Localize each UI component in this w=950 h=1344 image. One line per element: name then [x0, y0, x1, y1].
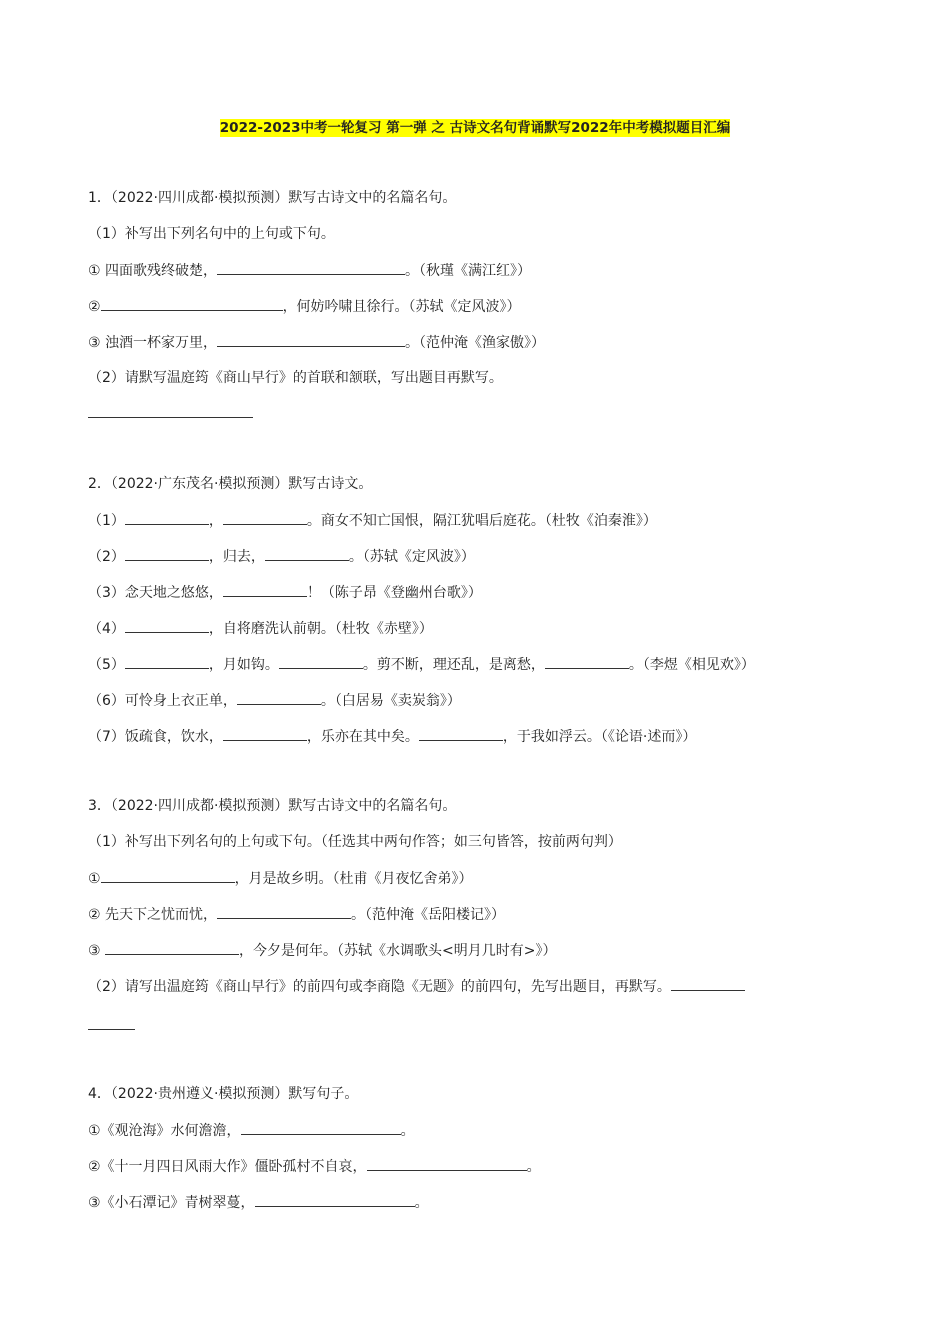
answer-line[interactable]: [88, 1029, 135, 1030]
question-3-item-b: ② 先天下之忧而忧， 。（范仲淹《岳阳楼记》）: [88, 904, 505, 925]
question-2-item-7: （7）饭疏食，饮水， ，乐亦在其中矣。 ，于我如浮云。（《论语·述而》）: [88, 726, 696, 747]
question-4-item-a: ①《观沧海》水何澹澹， 。: [88, 1120, 415, 1141]
answer-blank[interactable]: [125, 654, 209, 669]
answer-blank[interactable]: [125, 546, 209, 561]
question-4-item-b: ②《十一月四日风雨大作》僵卧孤村不自哀， 。: [88, 1156, 541, 1177]
answer-blank[interactable]: [279, 654, 363, 669]
question-1-header: 1．（2022·四川成都·模拟预测）默写古诗文中的名篇名句。: [88, 190, 457, 206]
question-2-item-1: （1） ， 。商女不知亡国恨，隔江犹唱后庭花。（杜牧《泊秦淮》）: [88, 510, 657, 531]
question-3-item-a: ① ，月是故乡明。（杜甫《月夜忆舍弟》）: [88, 868, 473, 889]
question-2-item-6: （6）可怜身上衣正单， 。（白居易《卖炭翁》）: [88, 690, 461, 711]
answer-blank[interactable]: [217, 332, 405, 347]
question-3-item-c: ③ ，今夕是何年。（苏轼《水调歌头<明月几时有>》）: [88, 940, 556, 961]
question-2-item-5: （5） ，月如钩。 。剪不断，理还乱，是离愁， 。（李煜《相见欢》）: [88, 654, 755, 675]
question-3-header: 3．（2022·四川成都·模拟预测）默写古诗文中的名篇名句。: [88, 798, 457, 814]
answer-blank[interactable]: [217, 904, 351, 919]
document-title: 2022-2023中考一轮复习 第一弹 之 古诗文名句背诵默写2022年中考模拟题目汇编: [219, 120, 731, 136]
question-1-item-c: ③ 浊酒一杯家万里， 。（范仲淹《渔家傲》）: [88, 332, 545, 353]
answer-blank[interactable]: [125, 618, 209, 633]
answer-blank[interactable]: [671, 976, 745, 991]
answer-blank[interactable]: [223, 582, 307, 597]
answer-blank[interactable]: [237, 690, 321, 705]
question-1-sub2: （2）请默写温庭筠《商山早行》的首联和颔联，写出题目再默写。: [88, 370, 503, 386]
answer-blank[interactable]: [101, 296, 283, 311]
question-3-sub2: （2）请写出温庭筠《商山早行》的前四句或李商隐《无题》的前四句，先写出题目，再默写。: [88, 976, 745, 997]
answer-blank[interactable]: [265, 546, 349, 561]
question-1-sub1: （1）补写出下列名句中的上句或下句。: [88, 226, 335, 242]
answer-blank[interactable]: [419, 726, 503, 741]
answer-blank[interactable]: [125, 510, 209, 525]
answer-blank[interactable]: [545, 654, 629, 669]
question-2-item-3: （3）念天地之悠悠， ！（陈子昂《登幽州台歌》）: [88, 582, 482, 603]
question-2-item-4: （4） ，自将磨洗认前朝。（杜牧《赤壁》）: [88, 618, 433, 639]
answer-blank[interactable]: [101, 868, 235, 883]
question-2-item-2: （2） ，归去， 。（苏轼《定风波》）: [88, 546, 475, 567]
answer-blank[interactable]: [255, 1192, 415, 1207]
answer-blank[interactable]: [105, 940, 239, 955]
answer-blank[interactable]: [223, 726, 307, 741]
question-1-item-a: ① 四面歌残终破楚， 。（秋瑾《满江红》）: [88, 260, 531, 281]
question-3-sub1: （1）补写出下列名句的上句或下句。（任选其中两句作答；如三句皆答，按前两句判）: [88, 834, 622, 850]
answer-blank[interactable]: [217, 260, 405, 275]
question-2-header: 2．（2022·广东茂名·模拟预测）默写古诗文。: [88, 476, 373, 492]
answer-blank[interactable]: [223, 510, 307, 525]
question-1-item-b: ② ，何妨吟啸且徐行。（苏轼《定风波》）: [88, 296, 521, 317]
question-4-item-c: ③《小石潭记》青树翠蔓， 。: [88, 1192, 429, 1213]
answer-blank[interactable]: [241, 1120, 401, 1135]
answer-line[interactable]: [88, 417, 253, 418]
question-4-header: 4．（2022·贵州遵义·模拟预测）默写句子。: [88, 1086, 359, 1102]
answer-blank[interactable]: [367, 1156, 527, 1171]
